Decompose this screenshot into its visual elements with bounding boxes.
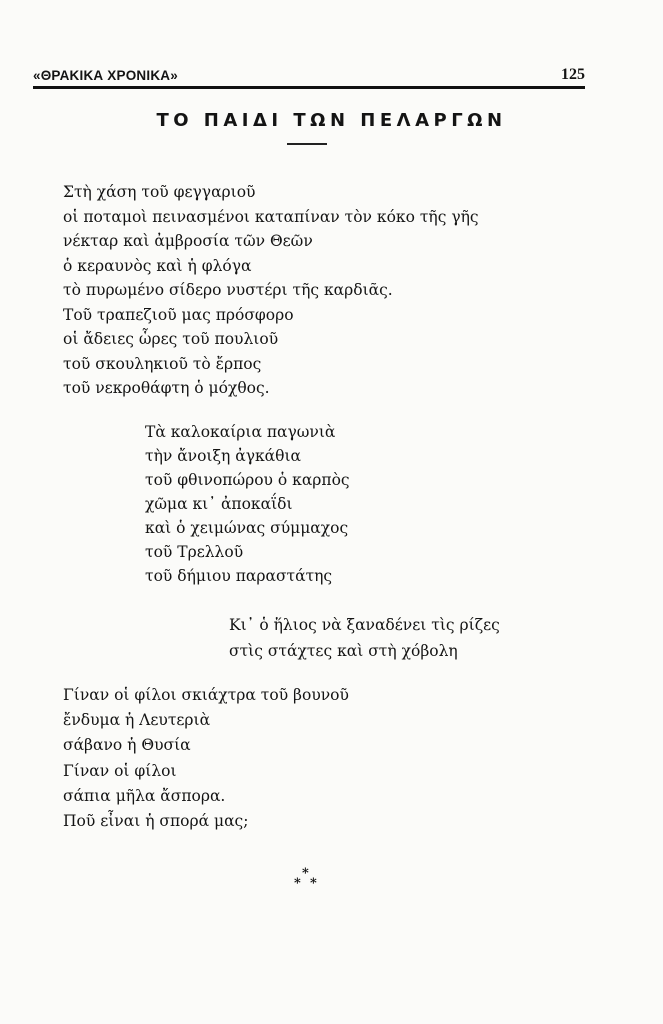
title-underline xyxy=(287,143,327,145)
poem-line: Στὴ χάση τοῦ φεγγαριοῦ xyxy=(63,183,256,201)
journal-title: «ΘΡΑΚΙΚΑ ΧΡΟΝΙΚΑ» xyxy=(33,68,178,83)
poem-line: στὶς στάχτες καὶ στὴ χόβολη xyxy=(229,642,458,660)
poem-line: Γίναν οἱ φίλοι σκιάχτρα τοῦ βουνοῦ xyxy=(63,686,349,704)
poem-line: τὴν ἄνοιξη ἀγκάθια xyxy=(145,447,302,465)
poem-line: Γίναν οἱ φίλοι xyxy=(63,761,177,780)
poem-line: Τὰ καλοκαίρια παγωνιὰ xyxy=(145,423,336,441)
poem-line: τοῦ σκουληκιοῦ τὸ ἔρπος xyxy=(63,354,262,373)
poem-line: τοῦ δήμιου παραστάτης xyxy=(145,567,333,585)
poem-line: καὶ ὁ χειμώνας σύμμαχος xyxy=(145,519,349,537)
asterism xyxy=(290,866,326,896)
poem-line: τοῦ φθινοπώρου ὁ καρπὸς xyxy=(145,471,350,489)
poem-line: σάπια μῆλα ἄσπορα. xyxy=(63,786,226,805)
page-number: 125 xyxy=(561,66,585,83)
running-header xyxy=(33,64,585,86)
poem-line: Ποῦ εἶναι ἡ σπορά μας; xyxy=(63,811,249,830)
poem-line: Κι᾽ ὁ ἥλιος νὰ ξαναδένει τὶς ρίζες xyxy=(229,616,500,634)
poem-line: σάβανο ἡ Θυσία xyxy=(63,736,191,755)
stanza-2 xyxy=(145,420,350,588)
stanza-4 xyxy=(63,683,349,834)
stanza-3 xyxy=(229,612,500,664)
poem-line: ὁ κεραυνὸς καὶ ἡ φλόγα xyxy=(63,256,252,275)
poem-line: τὸ πυρωμένο σίδερο νυστέρι τῆς καρδιᾶς. xyxy=(63,281,393,299)
stanza-1 xyxy=(63,180,479,401)
poem-line: Τοῦ τραπεζιοῦ μας πρόσφορο xyxy=(63,305,294,324)
poem-line: τοῦ νεκροθάφτη ὁ μόχθος. xyxy=(63,379,270,397)
poem-title: ΤΟ ΠΑΙΔΙ ΤΩΝ ΠΕΛΑΡΓΩΝ xyxy=(156,110,507,131)
asterism-star: * xyxy=(302,866,309,881)
poem-line: οἱ ἄδειες ὧρες τοῦ πουλιοῦ xyxy=(63,330,279,348)
asterism-star: * xyxy=(310,876,317,891)
asterism-star: * xyxy=(294,876,301,891)
header-rule xyxy=(33,86,585,89)
poem-line: νέκταρ καὶ ἀμβροσία τῶν Θεῶν xyxy=(63,232,313,250)
poem-line: οἱ ποταμοὶ πεινασμένοι καταπίναν τὸν κόκο τῆς γῆς xyxy=(63,207,479,226)
poem-line: χῶμα κι᾽ ἀποκαΐδι xyxy=(145,495,293,513)
poem-line: ἔνδυμα ἡ Λευτεριὰ xyxy=(63,711,211,730)
poem-line: τοῦ Τρελλοῦ xyxy=(145,543,244,561)
